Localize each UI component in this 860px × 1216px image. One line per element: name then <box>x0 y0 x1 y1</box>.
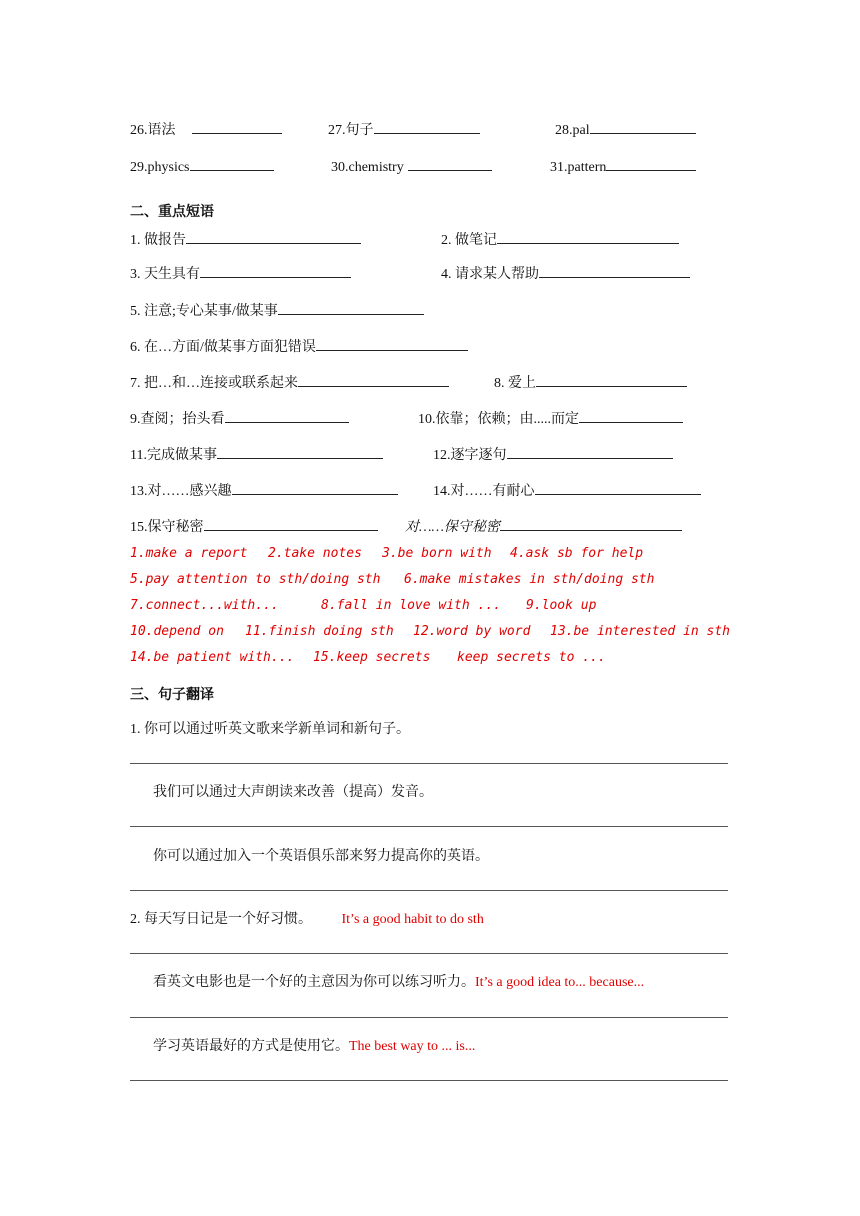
phrase-label: 3. 天生具有 <box>130 267 200 282</box>
answer-blank[interactable] <box>186 229 361 244</box>
phrase-label: 6. 在…方面/做某事方面犯错误 <box>130 340 316 355</box>
translation-prompt <box>153 781 433 801</box>
answer-blank[interactable] <box>278 300 424 315</box>
answer-text: 14.be patient with... <box>130 650 295 665</box>
phrase-label: 1. 做报告 <box>130 233 186 248</box>
phrase-item-4 <box>441 263 690 284</box>
hint-text: It’s a good habit to do sth <box>341 912 484 927</box>
answer-line[interactable] <box>130 953 728 954</box>
answer-blank[interactable] <box>200 263 351 278</box>
vocab-word: 语法 <box>147 123 176 138</box>
phrase-label: 10.依靠；依赖；由.....而定 <box>418 412 579 427</box>
phrase-label: 2. 做笔记 <box>441 233 497 248</box>
phrase-label: 7. 把…和…连接或联系起来 <box>130 376 298 391</box>
vocab-number: 29. <box>130 160 148 175</box>
vocab-item-31 <box>550 156 696 177</box>
answer-blank[interactable] <box>539 263 690 278</box>
translation-prompt <box>130 718 410 738</box>
vocab-item-28 <box>555 119 696 140</box>
prompt-text: 看英文电影也是一个好的主意因为你可以练习听力。 <box>153 975 475 990</box>
answer-blank[interactable] <box>497 229 679 244</box>
answer-blank[interactable] <box>232 480 398 495</box>
phrase-label: 对……保守秘密 <box>405 520 500 535</box>
vocab-word: 句子 <box>345 123 374 138</box>
answer-text: 4.ask sb for help <box>510 546 644 561</box>
phrase-item-6 <box>130 336 468 357</box>
phrase-item-1 <box>130 229 361 250</box>
vocab-word: pal <box>572 123 590 138</box>
answer-blank[interactable] <box>204 516 378 531</box>
phrase-label: 13.对……感兴趣 <box>130 484 232 499</box>
answer-blank[interactable] <box>374 119 480 134</box>
phrase-item-2 <box>441 229 679 250</box>
vocab-item-29 <box>130 156 274 177</box>
phrase-label: 12.逐字逐句 <box>433 448 507 463</box>
translation-prompt <box>130 908 484 928</box>
vocab-item-30 <box>331 156 492 177</box>
vocab-item-26 <box>130 119 282 140</box>
phrase-item-15 <box>130 516 378 537</box>
phrase-item-5 <box>130 300 424 321</box>
translation-prompt <box>153 971 644 991</box>
answer-text: 5.pay attention to sth/doing sth <box>130 572 381 587</box>
section-heading-translation: 三、句子翻译 <box>130 687 214 703</box>
answer-blank[interactable] <box>536 372 687 387</box>
answer-blank[interactable] <box>316 336 468 351</box>
translation-prompt <box>153 1035 475 1055</box>
phrase-item-10 <box>418 408 683 429</box>
hint-text: It’s a good idea to... because... <box>475 975 645 990</box>
answer-text: 11.finish doing sth <box>245 624 394 639</box>
answer-text: 10.depend on <box>130 624 224 639</box>
vocab-word: pattern <box>567 160 607 175</box>
phrase-label: 15.保守秘密 <box>130 520 204 535</box>
vocab-number: 28. <box>555 123 573 138</box>
answer-text: 13.be interested in sth <box>550 624 731 639</box>
answer-blank[interactable] <box>590 119 696 134</box>
prompt-text: 你可以通过加入一个英语俱乐部来努力提高你的英语。 <box>153 849 489 864</box>
prompt-text: 1. 你可以通过听英文歌来学新单词和新句子。 <box>130 722 410 737</box>
answer-line[interactable] <box>130 890 728 891</box>
answer-blank[interactable] <box>225 408 349 423</box>
answer-text: 3.be born with <box>382 546 492 561</box>
vocab-word: physics <box>147 160 190 175</box>
answer-text: 9.look up <box>526 598 597 613</box>
answer-blank[interactable] <box>535 480 701 495</box>
answer-text: 1.make a report <box>130 546 248 561</box>
vocab-item-27 <box>328 119 480 140</box>
prompt-text: 学习英语最好的方式是使用它。 <box>153 1039 349 1054</box>
answer-text: 15.keep secrets <box>313 650 431 665</box>
phrase-item-13 <box>130 480 398 501</box>
answer-text: keep secrets to ... <box>457 650 606 665</box>
vocab-word: chemistry <box>348 160 404 175</box>
answer-text: 8.fall in love with ... <box>321 598 502 613</box>
answer-text: 7.connect...with... <box>130 598 279 613</box>
prompt-text: 我们可以通过大声朗读来改善（提高）发音。 <box>153 785 433 800</box>
phrase-item-9 <box>130 408 349 429</box>
answer-blank[interactable] <box>579 408 683 423</box>
phrase-label: 5. 注意;专心某事/做某事 <box>130 304 278 319</box>
phrase-item-14 <box>433 480 701 501</box>
phrase-item-8 <box>494 372 687 393</box>
phrase-label: 9.查阅；抬头看 <box>130 412 225 427</box>
answer-line[interactable] <box>130 1017 728 1018</box>
phrase-item-11 <box>130 444 383 465</box>
answer-blank[interactable] <box>190 156 274 171</box>
answer-blank[interactable] <box>507 444 673 459</box>
phrase-label: 8. 爱上 <box>494 376 536 391</box>
translation-prompt <box>153 845 489 865</box>
answer-text: 6.make mistakes in sth/doing sth <box>404 572 655 587</box>
phrase-label: 14.对……有耐心 <box>433 484 535 499</box>
answer-blank[interactable] <box>408 156 492 171</box>
answer-text: 12.word by word <box>413 624 531 639</box>
answer-line[interactable] <box>130 763 728 764</box>
section-heading-phrases: 二、重点短语 <box>130 204 214 220</box>
phrase-label: 11.完成做某事 <box>130 448 217 463</box>
phrase-item-12 <box>433 444 673 465</box>
vocab-number: 30. <box>331 160 349 175</box>
phrase-item-15b <box>405 516 682 537</box>
vocab-number: 26. <box>130 123 148 138</box>
phrase-label: 4. 请求某人帮助 <box>441 267 539 282</box>
phrase-item-3 <box>130 263 351 284</box>
answer-text: 2.take notes <box>268 546 362 561</box>
prompt-text: 2. 每天写日记是一个好习惯。 <box>130 912 312 927</box>
vocab-number: 27. <box>328 123 346 138</box>
answer-line[interactable] <box>130 826 728 827</box>
answer-blank[interactable] <box>217 444 383 459</box>
vocab-number: 31. <box>550 160 568 175</box>
answer-blank[interactable] <box>500 516 682 531</box>
answer-blank[interactable] <box>298 372 449 387</box>
answer-blank[interactable] <box>192 119 282 134</box>
answer-line[interactable] <box>130 1080 728 1081</box>
hint-text: The best way to ... is... <box>349 1039 476 1054</box>
phrase-item-7 <box>130 372 449 393</box>
answer-blank[interactable] <box>606 156 696 171</box>
